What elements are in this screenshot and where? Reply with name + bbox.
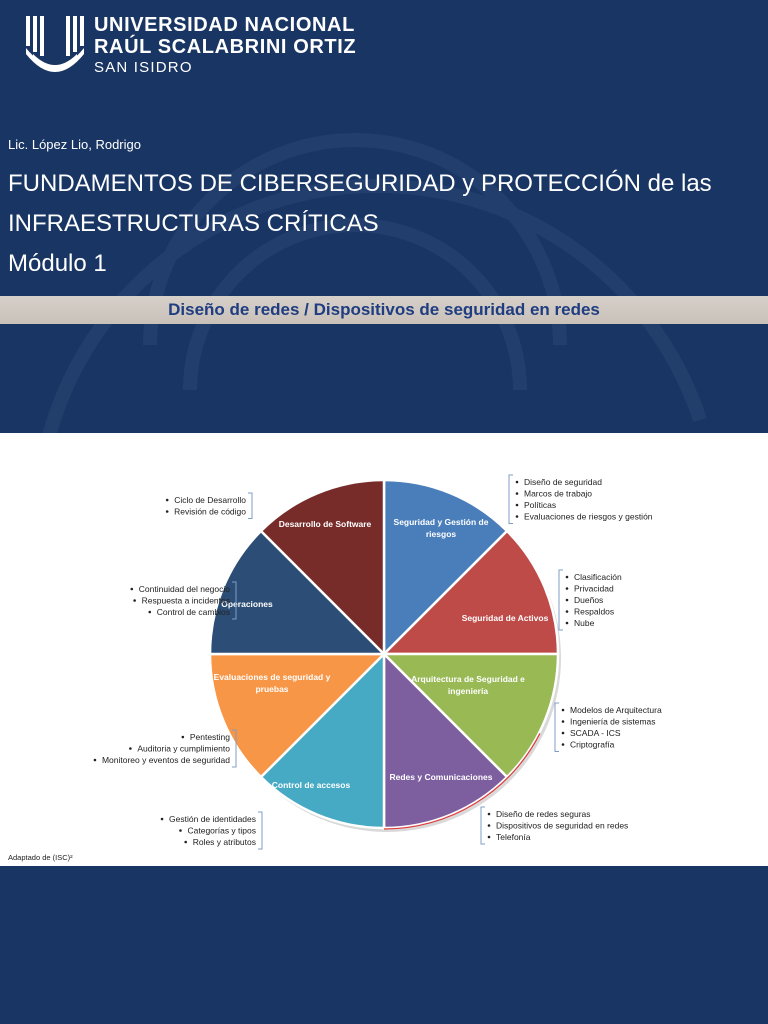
list-bracket <box>481 807 485 844</box>
list-item: Pentesting <box>189 732 230 742</box>
list-item: Control de cambios <box>156 607 230 617</box>
list-item: Continuidad del negocio <box>138 584 230 594</box>
segment-label: pruebas <box>255 684 289 694</box>
list-item: Políticas <box>524 500 557 510</box>
bullet-list-3 <box>555 703 662 752</box>
list-item: Diseño de seguridad <box>524 477 602 487</box>
university-name-line2: RAÚL SCALABRINI ORTIZ <box>94 36 357 58</box>
list-item: Modelos de Arquitectura <box>570 705 662 715</box>
list-item: Dispositivos de seguridad en redes <box>496 820 629 831</box>
subtitle-band <box>0 296 768 324</box>
list-item: Gestión de identidades <box>169 814 256 824</box>
bullet-list-5 <box>161 812 262 849</box>
bullet-dot <box>566 610 569 613</box>
list-item: Marcos de trabajo <box>524 488 593 499</box>
segment-label: ingeniería <box>447 686 489 696</box>
bullet-dot <box>148 611 151 614</box>
bullet-dot <box>133 599 136 602</box>
list-item: Nube <box>574 618 595 628</box>
segment-label: Seguridad de Activos <box>461 613 549 623</box>
list-item: Clasificación <box>574 572 622 582</box>
segment-label: Desarrollo de Software <box>278 519 372 529</box>
bullet-dot <box>94 759 97 762</box>
bullet-dot <box>166 510 169 513</box>
list-bracket <box>555 703 559 752</box>
diagram-panel <box>0 433 768 866</box>
security-domains-diagram <box>0 433 768 866</box>
university-name-line1: UNIVERSIDAD NACIONAL <box>94 14 355 36</box>
list-item: Categorías y tipos <box>187 825 256 836</box>
segment-label: Arquitectura de Seguridad e <box>411 674 525 684</box>
bullet-list-1 <box>509 475 653 524</box>
title-line2: INFRAESTRUCTURAS CRÍTICAS <box>8 210 379 237</box>
bullet-dot <box>566 587 569 590</box>
bullet-dot <box>179 829 182 832</box>
list-item: Diseño de redes seguras <box>496 809 591 819</box>
bullet-dot <box>516 515 519 518</box>
bullet-dot <box>488 836 491 839</box>
segment-label: riesgos <box>425 529 457 539</box>
list-bracket <box>509 475 513 524</box>
list-item: Revisión de código <box>174 506 246 517</box>
bullet-dot <box>129 747 132 750</box>
list-item: Evaluaciones de riesgos y gestión <box>524 511 653 522</box>
page-title <box>8 164 763 284</box>
bullet-list-8 <box>166 493 252 519</box>
list-bracket <box>559 570 563 630</box>
bullet-dot <box>182 736 185 739</box>
list-item: Roles y atributos <box>192 837 256 847</box>
bullet-list-2 <box>559 570 622 630</box>
bullet-list-6 <box>94 730 236 767</box>
bullet-dot <box>566 576 569 579</box>
list-bracket <box>248 493 252 519</box>
bullet-dot <box>516 492 519 495</box>
bullet-list-4 <box>481 807 628 844</box>
segment-label: Operaciones <box>221 599 273 609</box>
bullet-dot <box>516 481 519 484</box>
bullet-dot <box>566 622 569 625</box>
list-item: Ciclo de Desarrollo <box>174 495 246 505</box>
bullet-list-7 <box>130 582 236 619</box>
list-item: Monitoreo y eventos de seguridad <box>101 755 230 765</box>
list-item: Dueños <box>574 595 604 605</box>
bullet-dot <box>161 818 164 821</box>
list-item: Respuesta a incidentes <box>141 595 230 606</box>
bullet-dot <box>566 599 569 602</box>
bullet-dot <box>562 743 565 746</box>
university-campus: SAN ISIDRO <box>94 59 193 76</box>
list-item: Respaldos <box>574 606 615 617</box>
list-item: SCADA - ICS <box>570 728 621 738</box>
bullet-dot <box>166 499 169 502</box>
title-line1: FUNDAMENTOS DE CIBERSEGURIDAD y PROTECCIÓN de las <box>8 170 712 197</box>
segment-label: Control de accesos <box>271 780 351 790</box>
title-module: Módulo 1 <box>8 250 107 277</box>
bullet-dot <box>562 720 565 723</box>
list-item: Privacidad <box>574 583 614 594</box>
segment-label: Seguridad y Gestión de <box>393 517 489 527</box>
section-subtitle: Diseño de redes / Dispositivos de seguridad en redes <box>168 300 600 319</box>
bullet-dot <box>562 709 565 712</box>
bullet-dot <box>130 588 133 591</box>
list-bracket <box>258 812 262 849</box>
list-item: Ingeniería de sistemas <box>570 716 656 727</box>
bullet-dot <box>184 841 187 844</box>
university-logo <box>24 14 86 72</box>
list-item: Telefonía <box>496 832 531 842</box>
source-credit: Adaptado de (ISC)² <box>8 853 73 862</box>
bullet-dot <box>488 813 491 816</box>
segment-label: Redes y Comunicaciones <box>389 772 493 782</box>
author-name: Lic. López Lio, Rodrigo <box>8 137 141 152</box>
segment-label: Evaluaciones de seguridad y <box>213 672 331 682</box>
university-name <box>94 14 356 77</box>
bullet-dot <box>516 504 519 507</box>
bullet-dot <box>562 732 565 735</box>
list-item: Criptografía <box>570 739 615 750</box>
list-item: Auditoria y cumplimiento <box>137 743 230 754</box>
bullet-dot <box>488 824 491 827</box>
